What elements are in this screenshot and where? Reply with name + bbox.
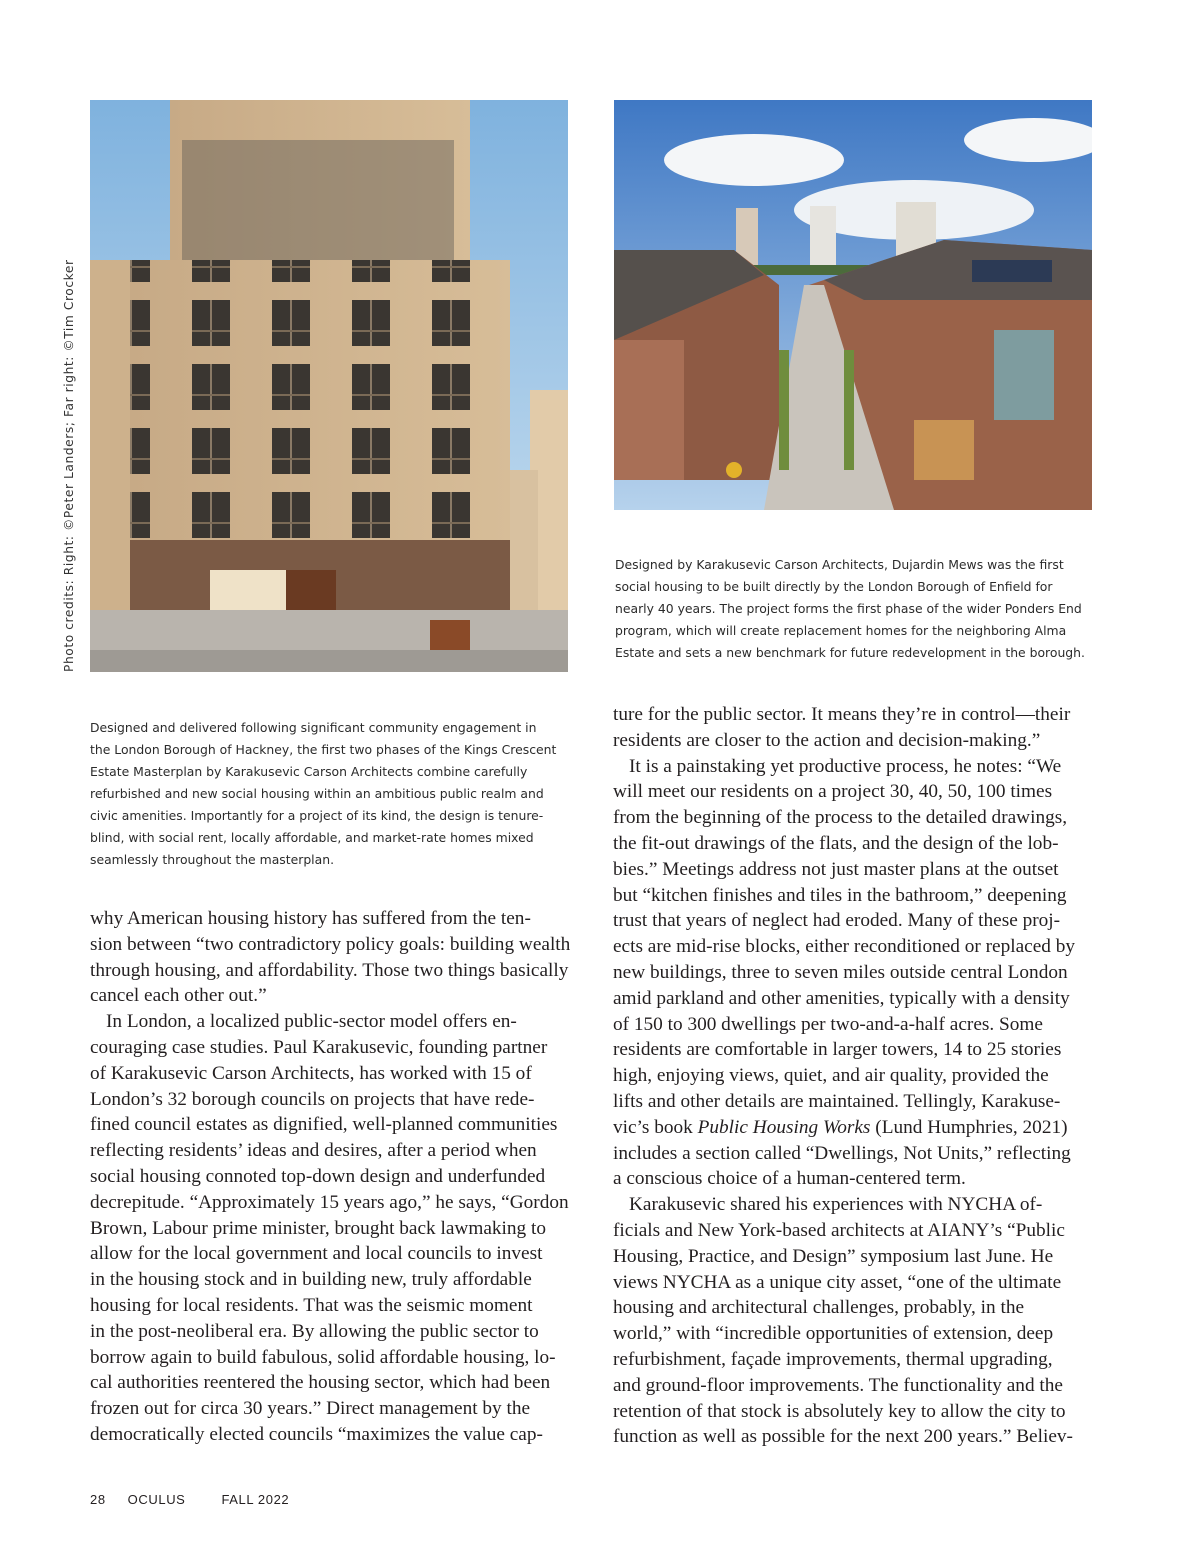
text-line: but “kitchen finishes and tiles in the bathroom,” deepening — [613, 884, 1067, 906]
dujardin-mews-caption — [615, 554, 1085, 664]
caption-line: Estate Masterplan by Karakusevic Carson Architects combine carefully — [90, 764, 528, 779]
caption-line: Designed by Karakusevic Carson Architects, Dujardin Mews was the first — [615, 557, 1064, 572]
text-line: sion between “two contradictory policy goals: building wealth — [90, 933, 571, 955]
text-line: It is a painstaking yet productive process, he notes: “We — [629, 755, 1062, 777]
text-line: through housing, and affordability. Those two things basically — [90, 959, 569, 981]
text-line: bies.” Meetings address not just master plans at the outset — [613, 858, 1059, 880]
text-line: refurbishment, façade improvements, thermal upgrading, — [613, 1348, 1053, 1370]
caption-line: Estate and sets a new benchmark for future redevelopment in the borough. — [615, 645, 1085, 660]
caption-line: Designed and delivered following significant community engagement in — [90, 720, 537, 735]
text-line: ture for the public sector. It means they’re in control—their — [613, 704, 1071, 725]
book-reference-line — [613, 1115, 1091, 1141]
caption-line: social housing to be built directly by the London Borough of Enfield for — [615, 579, 1053, 594]
text-line: in the housing stock and in building new, truly affordable — [90, 1269, 532, 1291]
text-line: in the post-neoliberal era. By allowing the public sector to — [90, 1320, 539, 1342]
book-title: Public Housing Works — [697, 1116, 871, 1138]
caption-line: refurbished and new social housing within an ambitious public realm and — [90, 786, 544, 801]
text-line: why American housing history has suffered from the ten- — [90, 908, 531, 929]
text-line: reflecting residents’ ideas and desires, after a period when — [90, 1140, 537, 1162]
text-line: Brown, Labour prime minister, brought back lawmaking to — [90, 1217, 546, 1239]
body-column-left — [90, 906, 571, 1448]
text-line: residents are comfortable in larger towers, 14 to 25 stories — [613, 1039, 1062, 1061]
magazine-name: OCULUS — [127, 1492, 186, 1507]
text-line: housing for local residents. That was the seismic moment — [90, 1294, 533, 1316]
text-line: the fit-out drawings of the flats, and the design of the lob- — [613, 832, 1059, 854]
text-line: housing and architectural challenges, probably, in the — [613, 1297, 1025, 1319]
photo-credit: Photo credits: Right: ©Peter Landers; Far right: ©Tim Crocker — [62, 259, 76, 672]
text-line: high, enjoying views, quiet, and air quality, provided the — [613, 1065, 1049, 1087]
text-line: ficials and New York-based architects at AIANY’s “Public — [613, 1219, 1065, 1241]
text-line: cancel each other out.” — [90, 985, 267, 1007]
text-span: (Lund Humphries, 2021) — [870, 1116, 1068, 1138]
text-line: new buildings, three to seven miles outside central London — [613, 961, 1068, 983]
text-line: a conscious choice of a human-centered term. — [613, 1168, 966, 1190]
caption-line: blind, with social rent, locally affordable, and market-rate homes mixed — [90, 830, 534, 845]
text-line: cal authorities reentered the housing sector, which had been — [90, 1372, 551, 1394]
text-line: In London, a localized public-sector model offers en- — [106, 1011, 517, 1033]
text-line: trust that years of neglect had eroded. Many of these proj- — [613, 910, 1061, 932]
text-line: from the beginning of the process to the detailed drawings, — [613, 807, 1068, 829]
text-line: world,” with “incredible opportunities of extension, deep — [613, 1323, 1054, 1345]
caption-line: civic amenities. Importantly for a project of its kind, the design is tenure- — [90, 808, 544, 823]
text-line: amid parkland and other amenities, typically with a density — [613, 987, 1070, 1009]
text-line: retention of that stock is absolutely key to allow the city to — [613, 1400, 1066, 1422]
text-line: function as well as possible for the next 200 years.” Believ- — [613, 1426, 1073, 1448]
text-line: social housing connoted top-down design and underfunded — [90, 1165, 546, 1187]
kings-crescent-photo — [90, 100, 568, 672]
dujardin-mews-photo — [614, 100, 1092, 510]
text-line: of 150 to 300 dwellings per two-and-a-half acres. Some — [613, 1013, 1043, 1035]
text-line: of Karakusevic Carson Architects, has worked with 15 of — [90, 1062, 532, 1084]
text-line: allow for the local government and local councils to invest — [90, 1243, 543, 1265]
body-column-right — [613, 702, 1091, 1450]
text-line: lifts and other details are maintained. Tellingly, Karakuse- — [613, 1090, 1061, 1112]
text-line: frozen out for circa 30 years.” Direct management by the — [90, 1398, 531, 1420]
text-line: will meet our residents on a project 30, 40, 50, 100 times — [613, 781, 1053, 803]
text-span: vic’s book — [613, 1116, 698, 1138]
issue-date: FALL 2022 — [221, 1492, 290, 1507]
text-line: couraging case studies. Paul Karakusevic, founding partner — [90, 1036, 548, 1058]
text-line: decrepitude. “Approximately 15 years ago,” he says, “Gordon — [90, 1191, 569, 1213]
text-line: and ground-floor improvements. The functionality and the — [613, 1374, 1063, 1396]
caption-line: nearly 40 years. The project forms the first phase of the wider Ponders End — [615, 601, 1082, 616]
text-line: Karakusevic shared his experiences with NYCHA of- — [629, 1194, 1043, 1216]
text-line: ects are mid-rise blocks, either reconditioned or replaced by — [613, 936, 1076, 958]
text-line: democratically elected councils “maximizes the value cap- — [90, 1423, 543, 1445]
kings-crescent-caption — [90, 717, 556, 871]
caption-line: program, which will create replacement homes for the neighboring Alma — [615, 623, 1067, 638]
text-line: borrow again to build fabulous, solid affordable housing, lo- — [90, 1346, 556, 1368]
caption-line: seamlessly throughout the masterplan. — [90, 852, 335, 867]
text-line: London’s 32 borough councils on projects that have rede- — [90, 1088, 535, 1110]
text-line: fined council estates as dignified, well-planned communities — [90, 1114, 558, 1136]
text-line: Housing, Practice, and Design” symposium last June. He — [613, 1245, 1054, 1267]
caption-line: the London Borough of Hackney, the first two phases of the Kings Crescent — [90, 742, 557, 757]
page-footer — [90, 1492, 311, 1507]
text-line: residents are closer to the action and decision-making.” — [613, 729, 1041, 751]
text-line: includes a section called “Dwellings, Not Units,” reflecting — [613, 1142, 1071, 1164]
text-line: views NYCHA as a unique city asset, “one of the ultimate — [613, 1271, 1062, 1293]
page-number: 28 — [90, 1492, 106, 1507]
